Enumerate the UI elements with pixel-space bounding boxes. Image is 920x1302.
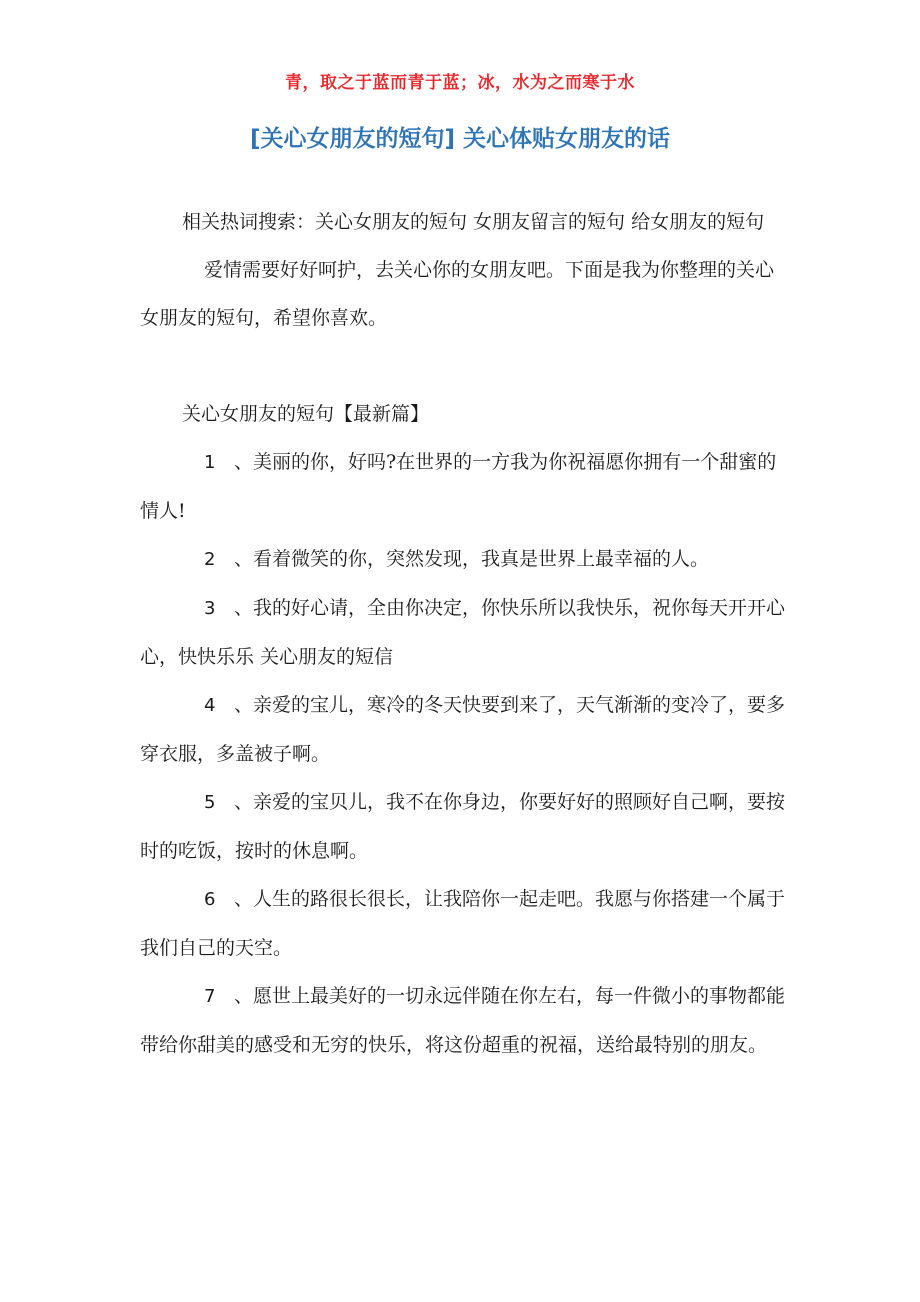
item-text: 、我的好心请，全由你决定，你快乐所以我快乐，祝你每天开开心心，快快乐乐 关心朋友的短信	[140, 597, 786, 668]
item-text: 、美丽的你，好吗?在世界的一方我为你祝福愿你拥有一个甜蜜的情人!	[140, 451, 777, 522]
section-heading: 关心女朋友的短句【最新篇】	[182, 403, 430, 425]
item-number: 1	[204, 452, 216, 473]
item-text: 、亲爱的宝儿，寒冷的冬天快要到来了，天气渐渐的变冷了，要多穿衣服，多盖被子啊。	[140, 694, 786, 765]
page-title: [关心女朋友的短句] 关心体贴女朋友的话	[249, 126, 671, 152]
item-text: 、人生的路很长很长，让我陪你一起走吧。我愿与你搭建一个属于我们自己的天空。	[140, 888, 786, 959]
item-number: 4	[204, 695, 216, 716]
item-text: 、亲爱的宝贝儿，我不在你身边，你要好好的照顾好自己啊，要按时的吃饭，按时的休息啊。	[140, 791, 786, 862]
item-number: 2	[204, 549, 216, 570]
item-number: 6	[204, 889, 216, 910]
header-motto: 青，取之于蓝而青于蓝；冰，水为之而寒于水	[285, 73, 635, 93]
item-text: 、愿世上最美好的一切永远伴随在你左右，每一件微小的事物都能带给你甜美的感受和无穷的快乐，将这份超重的祝福，送给最特别的朋友。	[140, 985, 786, 1056]
list-item	[140, 681, 785, 778]
list-item	[140, 535, 785, 584]
item-number: 5	[204, 792, 216, 813]
item-number: 3	[204, 598, 216, 619]
list-item	[140, 584, 785, 681]
list-item	[140, 972, 785, 1069]
list-item	[140, 778, 785, 875]
keywords-line: 相关热词搜索：关心女朋友的短句 女朋友留言的短句 给女朋友的短句	[182, 211, 765, 233]
list-item	[140, 438, 785, 535]
item-number: 7	[204, 986, 216, 1007]
list-item	[140, 875, 785, 972]
intro-paragraph: 爱情需要好好呵护，去关心你的女朋友吧。下面是我为你整理的关心女朋友的短句，希望你喜欢。	[140, 259, 775, 329]
item-text: 、看着微笑的你，突然发现，我真是世界上最幸福的人。	[234, 548, 710, 570]
article-body	[140, 198, 785, 1069]
